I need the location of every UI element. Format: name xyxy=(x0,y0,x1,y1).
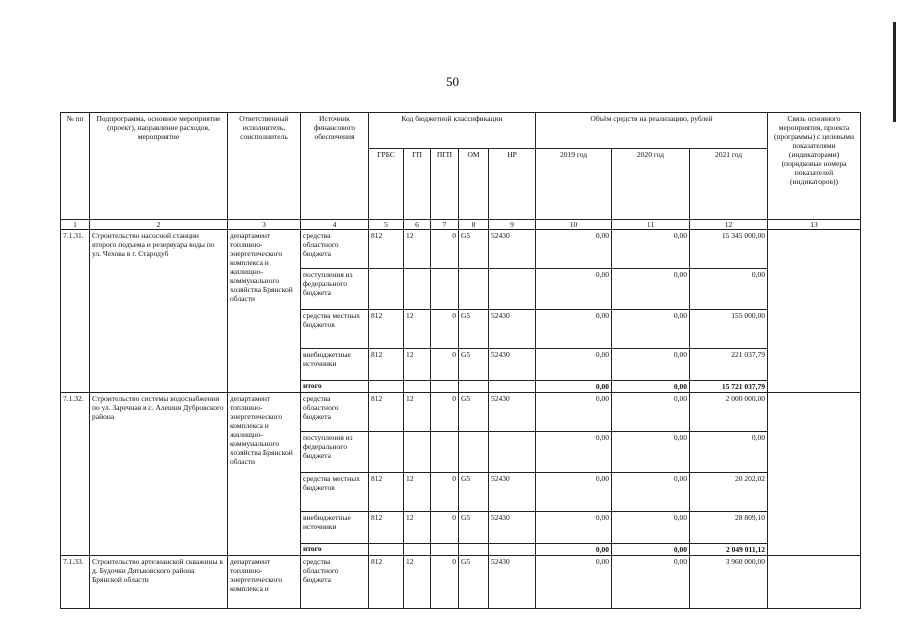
indicator-link xyxy=(768,556,861,609)
empty-code-cell xyxy=(369,544,404,556)
code-om: G5 xyxy=(459,512,489,544)
code-gp xyxy=(404,432,431,473)
amount-2019: 0,00 xyxy=(536,556,612,609)
funding-source: средства местных бюджетов xyxy=(301,310,369,349)
header-np: НР xyxy=(489,149,536,220)
column-numbers-row xyxy=(61,220,861,230)
total-2019: 0,00 xyxy=(536,544,612,556)
code-om: G5 xyxy=(459,349,489,381)
code-np: 52430 xyxy=(489,349,536,381)
item-number: 7.1.31. xyxy=(61,230,90,393)
code-np: 52430 xyxy=(489,310,536,349)
empty-code-cell xyxy=(459,544,489,556)
header-volume: Объём средств на реализацию, рублей xyxy=(536,113,768,149)
column-number: 8 xyxy=(459,220,489,230)
code-np: 52430 xyxy=(489,230,536,269)
column-number: 13 xyxy=(768,220,861,230)
code-pgp: 0 xyxy=(431,512,459,544)
total-2021: 15 721 037,79 xyxy=(690,381,768,393)
header-2021: 2021 год xyxy=(690,149,768,220)
code-grbs: 812 xyxy=(369,349,404,381)
column-number: 3 xyxy=(228,220,301,230)
total-label: итого xyxy=(301,381,369,393)
item-number: 7.1.33. xyxy=(61,556,90,609)
funding-source: средства областного бюджета xyxy=(301,393,369,432)
page-edge-mark xyxy=(893,22,896,122)
table-row xyxy=(61,556,861,609)
code-pgp xyxy=(431,432,459,473)
code-np: 52430 xyxy=(489,556,536,609)
code-np xyxy=(489,269,536,310)
amount-2019: 0,00 xyxy=(536,230,612,269)
funding-source: поступления из федерального бюджета xyxy=(301,432,369,473)
header-grbs: ГРБС xyxy=(369,149,404,220)
amount-2021: 15 345 000,00 xyxy=(690,230,768,269)
code-np: 52430 xyxy=(489,473,536,512)
amount-2019: 0,00 xyxy=(536,349,612,381)
amount-2020: 0,00 xyxy=(612,230,690,269)
code-om: G5 xyxy=(459,473,489,512)
code-pgp xyxy=(431,269,459,310)
total-2019: 0,00 xyxy=(536,381,612,393)
code-om xyxy=(459,269,489,310)
amount-2020: 0,00 xyxy=(612,432,690,473)
item-responsible: департамент топливно-энергетического комплекса и xyxy=(228,556,301,609)
page-number: 50 xyxy=(446,74,459,89)
funding-source: средства местных бюджетов xyxy=(301,473,369,512)
amount-2019: 0,00 xyxy=(536,432,612,473)
column-number: 10 xyxy=(536,220,612,230)
code-pgp: 0 xyxy=(431,349,459,381)
amount-2021: 3 960 000,00 xyxy=(690,556,768,609)
total-2020: 0,00 xyxy=(612,381,690,393)
header-pgp: ПГП xyxy=(431,149,459,220)
code-grbs xyxy=(369,432,404,473)
amount-2020: 0,00 xyxy=(612,310,690,349)
item-number: 7.1.32. xyxy=(61,393,90,556)
code-pgp: 0 xyxy=(431,230,459,269)
item-responsible: департамент топливно-энергетического комплекса и жилищно-коммунального хозяйства Брянской области xyxy=(228,230,301,393)
amount-2019: 0,00 xyxy=(536,310,612,349)
indicator-link xyxy=(768,393,861,556)
table-row xyxy=(61,393,861,432)
code-pgp: 0 xyxy=(431,556,459,609)
total-2020: 0,00 xyxy=(612,544,690,556)
code-om: G5 xyxy=(459,310,489,349)
code-gp: 12 xyxy=(404,310,431,349)
amount-2019: 0,00 xyxy=(536,393,612,432)
funding-source: внебюджетные источники xyxy=(301,512,369,544)
code-grbs: 812 xyxy=(369,512,404,544)
amount-2019: 0,00 xyxy=(536,512,612,544)
code-grbs: 812 xyxy=(369,473,404,512)
column-number: 4 xyxy=(301,220,369,230)
empty-code-cell xyxy=(489,381,536,393)
empty-code-cell xyxy=(489,544,536,556)
table-row xyxy=(61,230,861,269)
code-gp: 12 xyxy=(404,556,431,609)
code-gp xyxy=(404,269,431,310)
code-np: 52430 xyxy=(489,393,536,432)
funding-source: поступления из федерального бюджета xyxy=(301,269,369,310)
code-grbs xyxy=(369,269,404,310)
code-gp: 12 xyxy=(404,512,431,544)
header-budget-code: Код бюджетной классификации xyxy=(369,113,536,149)
code-np: 52430 xyxy=(489,512,536,544)
code-om: G5 xyxy=(459,556,489,609)
column-number: 7 xyxy=(431,220,459,230)
empty-code-cell xyxy=(431,544,459,556)
amount-2021: 0,00 xyxy=(690,432,768,473)
item-name: Строительство артезианской скважины в д. Будочки Дятьковского района Брянской области xyxy=(90,556,228,609)
header-gp: ГП xyxy=(404,149,431,220)
amount-2021: 221 037,79 xyxy=(690,349,768,381)
header-subprogram: Подпрограмма, основное мероприятие (проект), направление расходов, мероприятие xyxy=(90,113,228,220)
budget-table xyxy=(60,112,861,609)
funding-source: внебюджетные источники xyxy=(301,349,369,381)
empty-code-cell xyxy=(459,381,489,393)
column-number: 2 xyxy=(90,220,228,230)
code-gp: 12 xyxy=(404,349,431,381)
amount-2021: 0,00 xyxy=(690,269,768,310)
column-number: 6 xyxy=(404,220,431,230)
amount-2020: 0,00 xyxy=(612,556,690,609)
code-pgp: 0 xyxy=(431,473,459,512)
header-num: № пп xyxy=(61,113,90,220)
funding-source: средства областного бюджета xyxy=(301,230,369,269)
empty-code-cell xyxy=(404,544,431,556)
header-responsible: Ответственный исполнитель, соисполнитель xyxy=(228,113,301,220)
amount-2021: 2 000 000,00 xyxy=(690,393,768,432)
total-2021: 2 049 011,12 xyxy=(690,544,768,556)
column-number: 9 xyxy=(489,220,536,230)
column-number: 1 xyxy=(61,220,90,230)
code-gp: 12 xyxy=(404,230,431,269)
amount-2020: 0,00 xyxy=(612,512,690,544)
amount-2020: 0,00 xyxy=(612,473,690,512)
header-2019: 2019 год xyxy=(536,149,612,220)
empty-code-cell xyxy=(369,381,404,393)
code-grbs: 812 xyxy=(369,230,404,269)
item-name: Строительство насосной станции второго подъема и резервуара воды по ул. Чехова в г. Стародуб xyxy=(90,230,228,393)
code-gp: 12 xyxy=(404,473,431,512)
amount-2021: 20 202,02 xyxy=(690,473,768,512)
code-gp: 12 xyxy=(404,393,431,432)
amount-2020: 0,00 xyxy=(612,269,690,310)
header-sources: Источник финансового обеспечения xyxy=(301,113,369,220)
empty-code-cell xyxy=(431,381,459,393)
amount-2021: 28 809,10 xyxy=(690,512,768,544)
code-grbs: 812 xyxy=(369,556,404,609)
header-2020: 2020 год xyxy=(612,149,690,220)
funding-source: средства областного бюджета xyxy=(301,556,369,609)
code-grbs: 812 xyxy=(369,393,404,432)
empty-code-cell xyxy=(404,381,431,393)
column-number: 12 xyxy=(690,220,768,230)
item-responsible: департамент топливно-энергетического комплекса и жилищно-коммунального хозяйства Брянской области xyxy=(228,393,301,556)
code-grbs: 812 xyxy=(369,310,404,349)
code-om xyxy=(459,432,489,473)
header-om: ОМ xyxy=(459,149,489,220)
total-label: итого xyxy=(301,544,369,556)
item-name: Строительство системы водоснабжения по ул. Заречная в с. Алешня Дубровского района xyxy=(90,393,228,556)
code-pgp: 0 xyxy=(431,393,459,432)
indicator-link xyxy=(768,230,861,393)
column-number: 11 xyxy=(612,220,690,230)
code-om: G5 xyxy=(459,393,489,432)
amount-2019: 0,00 xyxy=(536,473,612,512)
amount-2020: 0,00 xyxy=(612,393,690,432)
amount-2020: 0,00 xyxy=(612,349,690,381)
amount-2021: 155 000,00 xyxy=(690,310,768,349)
amount-2019: 0,00 xyxy=(536,269,612,310)
code-om: G5 xyxy=(459,230,489,269)
code-np xyxy=(489,432,536,473)
header-link: Связь основного мероприятия, проекта (программы) с целевыми показателями (индикаторами) (порядковые номера показателей (индикаторов)) xyxy=(768,113,861,220)
column-number: 5 xyxy=(369,220,404,230)
code-pgp: 0 xyxy=(431,310,459,349)
